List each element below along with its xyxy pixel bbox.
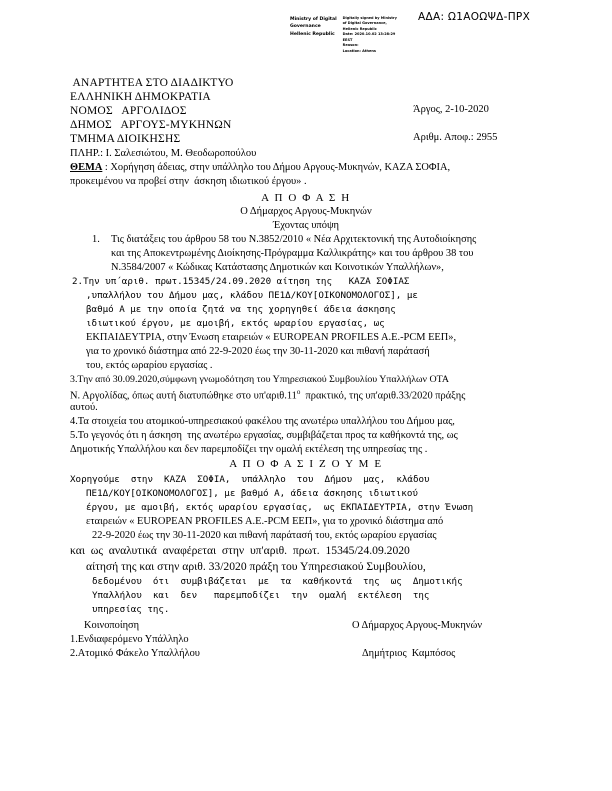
whereas-2-line-3: βαθμό Α με την οποία ζητά να της χορηγηθεί άδεια άσκησης <box>86 304 396 315</box>
decision-authority: Ο Δήμαρχος Αργους-Μυκηνών <box>240 206 372 217</box>
signature-detail-line-3: Hellenic Republic <box>342 26 377 31</box>
whereas-2-line-1: 2.Την υπ΄αριθ. πρωτ.15345/24.09.2020 αίτηση της ΚΑΖΑ ΣΟΦΙΑΣ <box>72 276 410 287</box>
subject-label: ΘΕΜΑ <box>70 162 103 173</box>
whereas-4-line-1: 4.Τα στοιχεία του ατομικού-υπηρεσιακού φακέλου της ανωτέρω υπαλλήλου του Δήμου μας, <box>70 416 455 427</box>
whereas-1-number: 1. <box>92 234 100 245</box>
whereas-2-line-7: του, εκτός ωραρίου εργασίας . <box>86 360 213 371</box>
subject-line-1 <box>70 162 450 173</box>
signature-detail-line-7: Location: Athens <box>342 48 376 53</box>
signer-name: Δημήτριος Καμπόσος <box>362 648 456 659</box>
decision-preamble: Έχοντας υπόψη <box>272 220 340 231</box>
resolution-line-4: εταιρειών « EUROPEAN PROFILES A.E.-PCM ΕΕΠ», για το χρονικό διάστημα από <box>86 516 444 527</box>
resolution-line-1: Χορηγούμε στην ΚΑΖΑ ΣΟΦΙΑ, υπάλληλο του Δήμου μας, κλάδου <box>70 474 430 485</box>
resolution-line-5: 22-9-2020 έως την 30-11-2020 και πιθανή παράτασή του, εκτός ωραρίου εργασίας <box>92 530 437 541</box>
signature-org-line-1: Ministry of Digital <box>290 17 337 22</box>
whereas-2-line-5: ΕΚΠΑΙΔΕΥΤΡΙΑ, στην Ένωση εταιρειών « EUROPEAN PROFILES A.E.-PCM ΕΕΠ», <box>86 332 457 343</box>
whereas-5-line-1: 5.Το γεγονός ότι η άσκηση της ανωτέρω εργασίας, συμβιβάζεται προς τα καθήκοντά της, ως <box>70 430 458 441</box>
signature-detail-line-6: Reason: <box>342 43 359 48</box>
whereas-2-line-2: ,υπαλλήλου του Δήμου μας, κλάδου ΠΕ1Δ/ΚΟΥ[ΟΙΚΟΝΟΜΟΛΟΓΟΣ], με <box>86 290 418 301</box>
resolution-line-6: και ως αναλυτικά αναφέρεται στην υπ'αριθ. πρωτ. 15345/24.09.2020 <box>70 544 410 557</box>
republic-name: ΕΛΛΗΝΙΚΗ ΔΗΜΟΚΡΑΤΙΑ <box>70 91 211 103</box>
resolution-line-10: υπηρεσίας της. <box>92 604 170 615</box>
cc-item-1: 1.Ενδιαφερόμενο Υπάλληλο <box>70 634 189 645</box>
signature-details <box>343 16 397 54</box>
ada-code: ΑΔΑ: Ω1ΑΟΩΨΔ-ΠΡΧ <box>418 11 531 23</box>
signature-org-line-2: Governance <box>290 24 321 30</box>
place-and-date: Άργος, 2-10-2020 <box>413 104 489 115</box>
decision-title: Α Π Ο Φ Α Σ Η <box>261 192 351 204</box>
publication-notice: ΑΝΑΡΤΗΤΕΑ ΣΤΟ ΔΙΑΔΙΚΤΥΟ <box>70 77 234 89</box>
signature-detail-line-4: Date: 2020.10.02 13:28:29 <box>342 32 396 37</box>
resolution-line-3 <box>86 502 473 513</box>
contact-persons: ΠΛΗΡ.: Ι. Σαλεσιώτου, Μ. Θεοδωροπούλου <box>70 148 257 159</box>
subject-text-1: : Χορήγηση άδειας, στην υπάλληλο του Δήμου Αργους-Μυκηνών, ΚΑΖΑ ΣΟΦΙΑ, <box>102 162 451 173</box>
resolution-line-9: Υπαλλήλου και δεν παρεμποδίζει την ομαλή εκτέλεση της <box>92 590 430 601</box>
cc-title: Κοινοποίηση <box>84 620 140 631</box>
whereas-3-line-2 <box>70 388 465 401</box>
whereas-1-line-2: και της Αποκεντρωμένης Διοίκησης-Πρόγραμμα Καλλικράτης» και του άρθρου 38 του <box>111 248 474 259</box>
resolution-line-2: ΠΕ1Δ/ΚΟΥ[ΟΙΚΟΝΟΜΟΛΟΓΟΣ], με βαθμό Α, άδεια άσκησης ιδιωτικού <box>86 488 418 499</box>
resolution-line-8: δεδομένου ότι συμβιβάζεται με τα καθήκοντά της ως Δημοτικής <box>92 576 463 587</box>
whereas-5-line-2: Δημοτικής Υπαλλήλου και δεν παρεμποδίζει την ομαλή εκτέλεση της υπηρεσίας της . <box>70 444 428 455</box>
prefecture-name: ΝΟΜΟΣ ΑΡΓΟΛΙΔΟΣ <box>70 105 187 117</box>
whereas-3-text: Ν. Αργολίδας, όπως αυτή διατυπώθηκε στο υπ'αριθ.11 <box>70 390 297 402</box>
resolution-line-3-text: έργου, με αμοιβή, εκτός ωραρίου εργασίας, ως ΕΚΠΑΙΔΕΥΤΡΙΑ, στην Ένωση <box>86 502 474 513</box>
signature-detail-line-5: EEST <box>342 37 353 42</box>
whereas-3-text-rest: πρακτικό, της υπ'αριθ.33/2020 πράξης <box>300 390 466 402</box>
whereas-2-line-6: για το χρονικό διάστημα από 22-9-2020 έως την 30-11-2020 και πιθανή παράτασή <box>86 346 430 357</box>
decision-number: Αριθμ. Αποφ.: 2955 <box>413 132 498 143</box>
subject-line-2: προκειμένου να προβεί στην άσκηση ιδιωτικού έργου» . <box>70 176 307 187</box>
municipality-name: ΔΗΜΟΣ ΑΡΓΟΥΣ-ΜΥΚΗΝΩΝ <box>70 119 232 131</box>
cc-item-2: 2.Ατομικό Φάκελο Υπαλλήλου <box>70 648 200 659</box>
whereas-3-line-3: αυτού. <box>70 402 98 413</box>
signature-organization <box>290 16 337 38</box>
signer-title: Ο Δήμαρχος Αργους-Μυκηνών <box>352 620 483 631</box>
whereas-1-line-3: Ν.3584/2007 « Κώδικας Κατάστασης Δημοτικών και Κοινοτικών Υπαλλήλων», <box>111 262 444 273</box>
signature-org-line-3: Hellenic Republic <box>290 31 335 37</box>
whereas-3-line-1: 3.Την από 30.09.2020,σύμφωνη γνωμοδότηση του Υπηρεσιακού Συμβουλίου Υπαλλήλων ΟΤΑ <box>70 374 449 385</box>
whereas-3-superscript: ο <box>296 388 301 396</box>
resolution-line-7: αίτησή της και στην αριθ. 33/2020 πράξη του Υπηρεσιακού Συμβουλίου, <box>86 560 426 573</box>
department-name: ΤΜΗΜΑ ΔΙΟΙΚΗΣΗΣ <box>70 133 181 145</box>
signature-detail-line-1: Digitally signed by Ministry <box>342 16 397 20</box>
whereas-2-line-4: ιδιωτικού έργου, με αμοιβή, εκτός ωραρίου εργασίας, ως <box>86 318 385 329</box>
digital-signature-stamp <box>290 16 410 54</box>
resolution-title: Α Π Ο Φ Α Σ Ι Ζ Ο Υ Μ Ε <box>229 458 383 470</box>
whereas-1-line-1: Τις διατάξεις του άρθρου 58 του Ν.3852/2010 « Νέα Αρχιτεκτονική της Αυτοδιοίκησης <box>111 234 477 245</box>
signature-detail-line-2: of Digital Governance, <box>342 21 387 26</box>
